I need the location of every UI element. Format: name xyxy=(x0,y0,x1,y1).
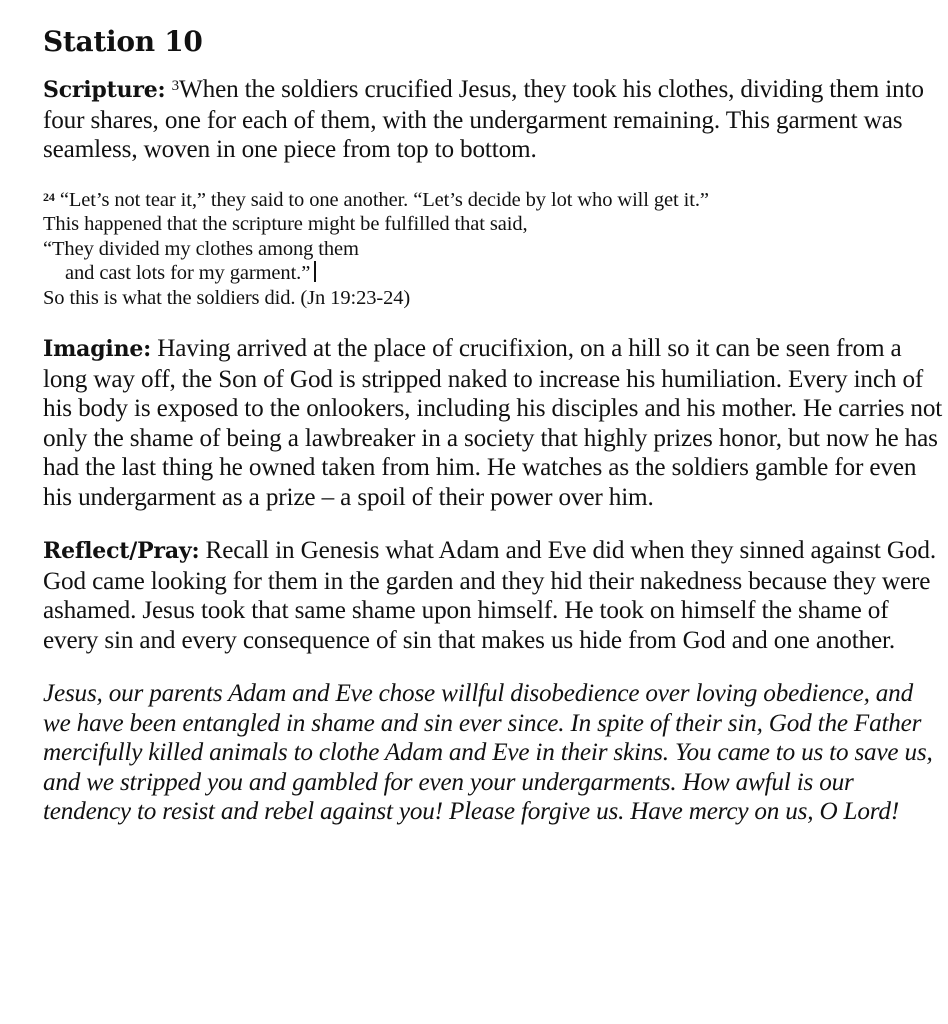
reflect-text: Recall in Genesis what Adam and Eve did when they sinned against God. God came looking for them in the garden and they hid their nakedness because they were ashamed. Jesus took that same shame upon himself. He took on himself the shame of every sin and every consequence of sin that makes us hide from God and one another. xyxy=(43,537,936,654)
scripture-paragraph xyxy=(43,75,943,165)
scripture-text: When the soldiers crucified Jesus, they took his clothes, dividing them into four shares, one for each of them, with the undergarment remaining. This garment was seamless, woven in one piece from top to bottom. xyxy=(43,76,924,163)
scripture-quote-block xyxy=(43,188,943,311)
text-cursor xyxy=(314,261,316,282)
verse-number: 24 xyxy=(43,189,55,204)
imagine-label: Imagine: xyxy=(43,336,152,362)
quote-line xyxy=(43,188,943,213)
station-title: Station 10 xyxy=(43,25,203,58)
imagine-text: Having arrived at the place of crucifixion, on a hill so it can be seen from a long way off, the Son of God is stripped naked to increase his humiliation. Every inch of his body is exposed to the onlookers, including his disciples and his mother. He carries not only the shame of being a lawbreaker in a society that highly prizes honor, but now he has had the last thing he owned taken from him. He watches as the soldiers gamble for even his undergarment as a prize – a spoil of their power over him. xyxy=(43,335,943,511)
quote-line: This happened that the scripture might be fulfilled that said, xyxy=(43,213,528,235)
reflect-paragraph xyxy=(43,536,943,655)
document-page xyxy=(43,22,943,827)
quote-line-text: “Let’s not tear it,” they said to one another. “Let’s decide by lot who will get it.” xyxy=(59,188,709,211)
prayer-paragraph: Jesus, our parents Adam and Eve chose willful disobedience over loving obedience, and we have been entangled in shame and sin ever since. In spite of their sin, God the Father mercifully killed animals to clothe Adam and Eve in their skins. You came to us to save us, and we stripped you and gambled for even your undergarments. How awful is our tendency to resist and rebel against you! Please forgive us. Have mercy on us, O Lord! xyxy=(43,680,933,825)
quote-line: So this is what the soldiers did. (Jn 19:23-24) xyxy=(43,286,411,309)
reflect-label: Reflect/Pray: xyxy=(43,538,200,564)
quote-line-text: and cast lots for my garment.” xyxy=(65,262,311,284)
quote-line: “They divided my clothes among them xyxy=(43,237,359,260)
scripture-label: Scripture: xyxy=(43,77,166,103)
imagine-paragraph xyxy=(43,334,943,512)
verse-number: 3 xyxy=(171,78,179,94)
quote-line xyxy=(43,261,943,286)
